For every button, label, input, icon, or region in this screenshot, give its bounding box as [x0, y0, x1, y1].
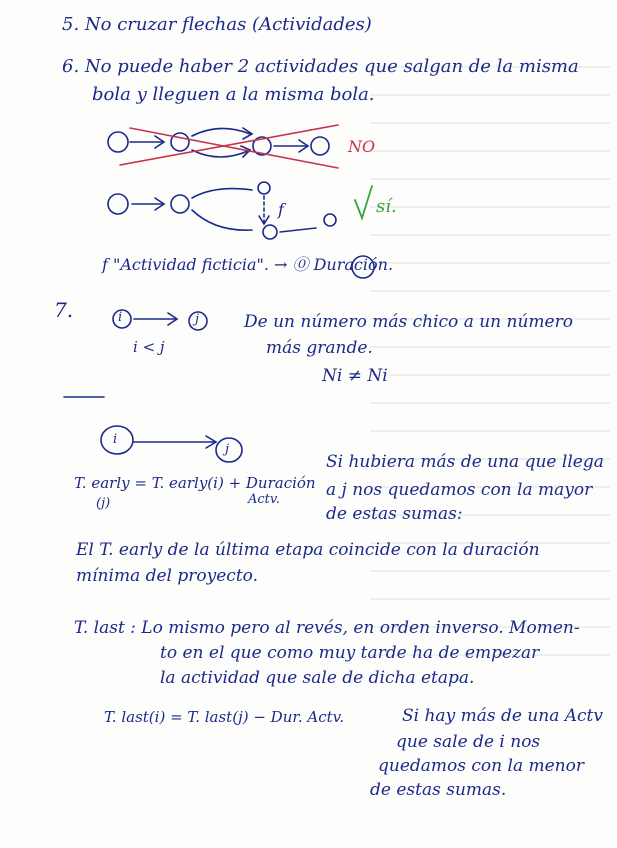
valid-diagram — [108, 182, 372, 239]
item-6-line1: 6. No puede haber 2 actividades que salgan de la misma — [62, 56, 579, 77]
si-hubiera-line3: de estas sumas: — [326, 504, 463, 524]
tlast-formula: T. last(i) = T. last(j) − Dur. Actv. — [104, 708, 345, 726]
si-hubiera-line2: a j nos quedamos con la mayor — [326, 480, 593, 500]
item-7-number: 7. — [54, 298, 74, 322]
tlast-line2: to en el que como muy tarde ha de empezar — [160, 643, 540, 663]
node-i-label: i — [118, 310, 123, 325]
tearly-ultima-line1: El T. early de la última etapa coincide con la duración — [76, 540, 540, 560]
no-label: NO — [348, 137, 376, 156]
i-lt-j: i < j — [133, 338, 165, 356]
si-label: sí. — [376, 196, 397, 217]
invalid-diagram — [108, 125, 338, 168]
f-small-label: f — [278, 200, 284, 219]
tearly-j-index: (j) — [96, 496, 111, 511]
si-hay-line1: Si hay más de una Actv — [402, 706, 603, 726]
f-legend: f "Actividad ficticia". → ⓪ Duración. — [102, 255, 394, 274]
tearly-ultima-line2: mínima del proyecto. — [76, 566, 258, 586]
tearly-actv: Actv. — [248, 492, 280, 507]
item-7-text2: más grande. — [266, 338, 373, 358]
tearly-formula: T. early = T. early(i) + Duración — [74, 474, 316, 492]
tlast-line3: la actividad que sale de dicha etapa. — [160, 668, 475, 688]
ni-neq-ni: Ni ≠ Ni — [322, 366, 388, 386]
node-j-label-2: j — [225, 442, 230, 457]
si-hay-line2: que sale de i nos — [396, 732, 541, 752]
si-hay-line3: quedamos con la menor — [378, 756, 584, 776]
si-hay-line4: de estas sumas. — [370, 780, 507, 800]
node-j-label: j — [195, 312, 200, 327]
node-i-label-2: i — [113, 432, 118, 447]
item-7-text1: De un número más chico a un número — [244, 312, 573, 332]
tlast-line1: T. last : Lo mismo pero al revés, en orden inverso. Momen- — [74, 618, 580, 638]
si-hubiera-line1: Si hubiera más de una que llega — [326, 452, 604, 472]
item-6-line2: bola y lleguen a la misma bola. — [92, 84, 375, 105]
item-5: 5. No cruzar flechas (Actividades) — [62, 14, 372, 35]
